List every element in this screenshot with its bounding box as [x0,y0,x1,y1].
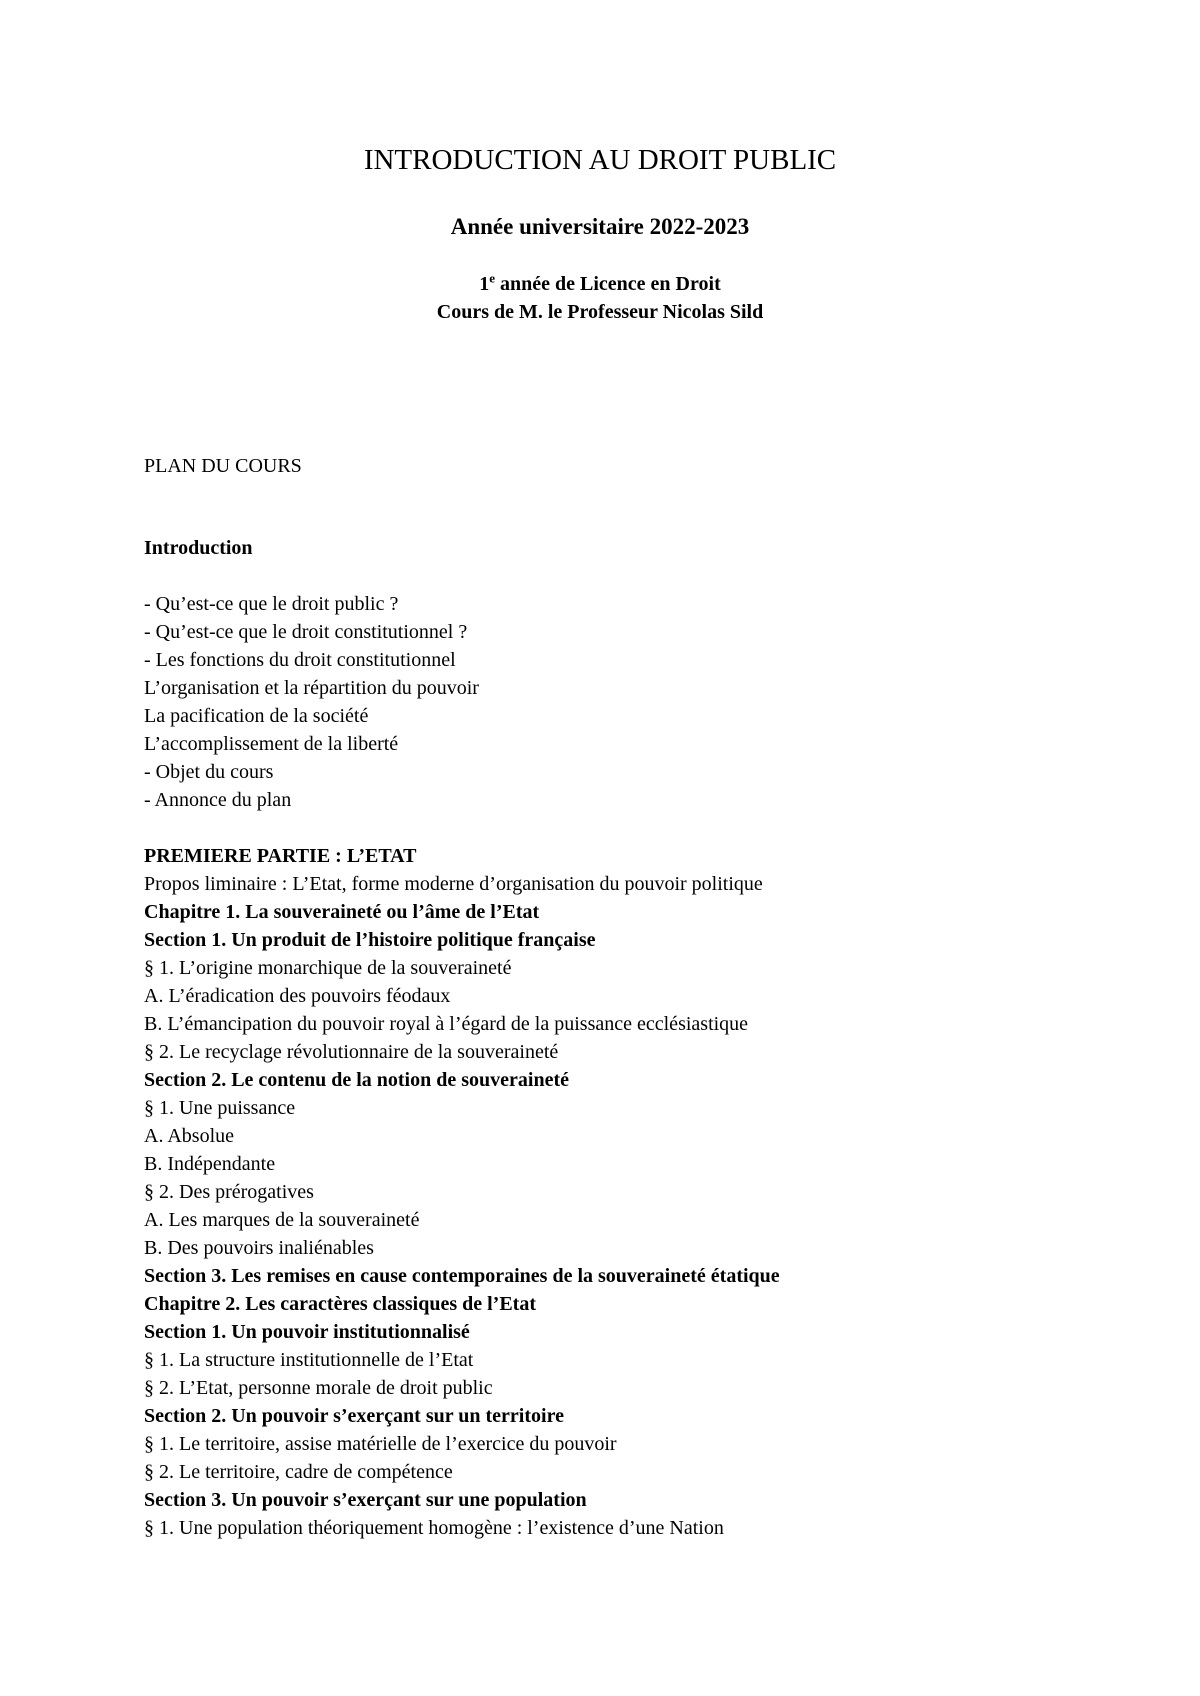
outline-item: § 1. Une puissance [144,1097,296,1119]
introduction-line: L’organisation et la répartition du pouvoir [144,677,479,699]
section-heading: Section 3. Un pouvoir s’exerçant sur une population [144,1489,587,1511]
professor-line: Cours de M. le Professeur Nicolas Sild [436,301,764,323]
course-level [0,270,1200,298]
outline-item: B. Indépendante [144,1153,276,1175]
document-title: INTRODUCTION AU DROIT PUBLIC [363,144,837,176]
chapter-heading: Chapitre 1. La souveraineté ou l’âme de l’Etat [144,901,540,923]
introduction-line: - Objet du cours [144,761,274,783]
outline-item: A. L’éradication des pouvoirs féodaux [144,985,451,1007]
introduction-heading: Introduction [144,537,253,559]
section-heading: Section 1. Un produit de l’histoire politique française [144,929,596,951]
outline-item: § 1. Le territoire, assise matérielle de l’exercice du pouvoir [144,1433,617,1455]
section-heading: Section 1. Un pouvoir institutionnalisé [144,1321,470,1343]
section-heading: Section 2. Un pouvoir s’exerçant sur un territoire [144,1405,564,1427]
outline-item: § 1. Une population théoriquement homogène : l’existence d’une Nation [144,1517,724,1539]
outline-item: A. Les marques de la souveraineté [144,1209,420,1231]
part-one-outline [144,842,780,1542]
chapter-heading: Chapitre 2. Les caractères classiques de l’Etat [144,1293,536,1315]
introduction-line: La pacification de la société [144,705,369,727]
introduction-line: - Les fonctions du droit constitutionnel [144,649,456,671]
outline-item: § 2. Le recyclage révolutionnaire de la souveraineté [144,1041,559,1063]
outline-item: B. L’émancipation du pouvoir royal à l’égard de la puissance ecclésiastique [144,1013,749,1035]
section-heading: Section 2. Le contenu de la notion de souveraineté [144,1069,569,1091]
outline-item: B. Des pouvoirs inaliénables [144,1237,374,1259]
introduction-line: - Qu’est-ce que le droit constitutionnel ? [144,621,468,643]
outline-item: § 1. La structure institutionnelle de l’Etat [144,1349,474,1371]
part-one-heading: PREMIERE PARTIE : L’ETAT [144,845,417,867]
introduction-line: - Qu’est-ce que le droit public ? [144,593,399,615]
introduction-line: - Annonce du plan [144,789,292,811]
outline-item: § 2. L’Etat, personne morale de droit public [144,1377,493,1399]
outline-item: § 1. L’origine monarchique de la souveraineté [144,957,512,979]
outline-item: § 2. Des prérogatives [144,1181,314,1203]
course-level-superscript: e [489,270,496,286]
plan-heading: PLAN DU COURS [144,455,302,477]
course-level-text: année de Licence en Droit [495,273,721,295]
course-level-number: 1 [479,273,490,295]
preliminary-remarks: Propos liminaire : L’Etat, forme moderne d’organisation du pouvoir politique [144,873,763,895]
academic-year: Année universitaire 2022-2023 [450,214,750,239]
section-heading: Section 3. Les remises en cause contemporaines de la souveraineté étatique [144,1265,780,1287]
introduction-list [144,590,479,814]
introduction-line: L’accomplissement de la liberté [144,733,399,755]
outline-item: A. Absolue [144,1125,234,1147]
outline-item: § 2. Le territoire, cadre de compétence [144,1461,453,1483]
